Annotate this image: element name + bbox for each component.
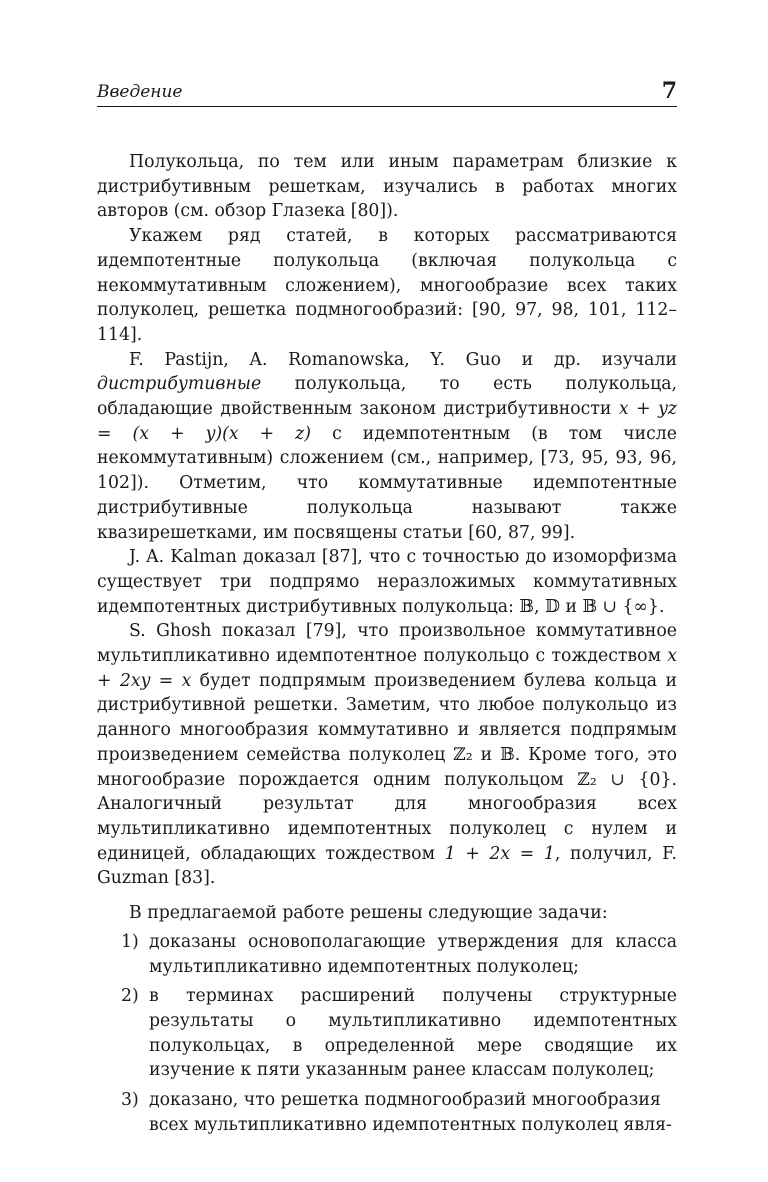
paragraph-4-text-b: . xyxy=(658,596,665,617)
paragraph-1: Полукольца, по тем или иным параметрам близкие к дистрибутивным решеткам, изучались в работах многих авторов (см. обзор Глазека [80]). xyxy=(97,152,677,222)
paragraph-6: В предлагаемой работе решены следующие задачи: xyxy=(129,903,608,924)
list-text: в терминах расширений получены структурные результаты о мультипликативно идемпотентных полукольцах, в определенной мере сводящие их изучение к пяти указанным ранее классам полуколец; xyxy=(149,986,677,1081)
paragraph-5-text-a: S. Ghosh показал [79], что произвольное коммутативное мультипликативно идемпотентное полукольцо с тождеством xyxy=(97,621,677,667)
emphasis-term: дистрибутивные xyxy=(97,374,262,395)
formula-semirings: 𝔹, 𝔻 и 𝔹 ∪ {∞} xyxy=(519,596,659,617)
formula-distributivity: x + yz = (x + y)(x + z) xyxy=(97,399,677,444)
paragraph-3-text-b: полукольца, то есть полукольца, обладающие двойственным законом дистрибутивности xyxy=(97,374,677,420)
list-text: доказано, что решетка подмногообразий многообразия всех мультипликативно идемпотентных полуколец явля- xyxy=(149,1090,672,1135)
paragraph-2: Укажем ряд статей, в которых рассматриваются идемпотентные полукольца (включая полукольца с некоммутативным сложением), многообразие всех таких полуколец, решетка подмногообразий: [90, 97, 98, 101, 112–114]. xyxy=(97,226,677,345)
paragraph-5-text-d: . Аналогичный результат для многообразия всех мультипликативно идемпотентных полуколец с нулем и единицей, обладающих тождеством xyxy=(97,769,677,864)
list-number: 1) xyxy=(121,931,139,952)
page-body xyxy=(97,150,677,1142)
page-number: 7 xyxy=(661,78,677,104)
paragraph-5-text-c: . Кроме того, это многообразие порождается одним полукольцом xyxy=(97,744,678,790)
running-header xyxy=(97,78,677,107)
formula-z2-b: ℤ₂ и 𝔹 xyxy=(453,744,515,765)
paragraph-5 xyxy=(97,619,677,891)
formula-identity-1: x + 2xy = x xyxy=(97,646,677,691)
list-text: доказаны основополагающие утверждения для класса мультипликативно идемпотентных полуколец; xyxy=(149,931,677,977)
list-number: 3) xyxy=(121,1090,139,1111)
list-item xyxy=(97,930,677,979)
paragraph-3-text-c: с идемпотентным (в том числе некоммутативным) сложением (см., например, [73, 95, 93, 96, 102]). Отметим, что коммутативные идемпотентные дистрибутивные полукольца называют также квазирешетками, им посвящены статьи [60, 87, 99]. xyxy=(97,423,677,543)
list-item xyxy=(97,984,677,1083)
list-number: 2) xyxy=(121,986,139,1007)
task-list xyxy=(97,930,677,1138)
paragraph-3 xyxy=(97,348,677,546)
paragraph-3-text-a: F. Pastijn, A. Romanowska, Y. Guo и др. изучали xyxy=(129,349,677,370)
chapter-title: Введение xyxy=(97,82,183,102)
paragraph-5-text-e: , получил, F. Guzman [83]. xyxy=(97,843,677,889)
paragraph-4-text-a: J. A. Kalman доказал [87], что с точностью до изоморфизма существует три подпрямо неразложимых коммутативных идемпотентных дистрибутивных полукольца: xyxy=(97,547,677,617)
formula-identity-2: 1 + 2x = 1 xyxy=(444,843,555,864)
paragraph-4 xyxy=(97,545,677,619)
paragraph-5-text-b: будет подпрямым произведением булева кольца и дистрибутивной решетки. Заметим, что любое полукольцо из данного многообразия коммутативно и является подпрямым произведением семейства полуколец xyxy=(97,670,677,765)
list-item xyxy=(97,1088,677,1137)
formula-z2-union-0: ℤ₂ ∪ {0} xyxy=(577,769,672,790)
